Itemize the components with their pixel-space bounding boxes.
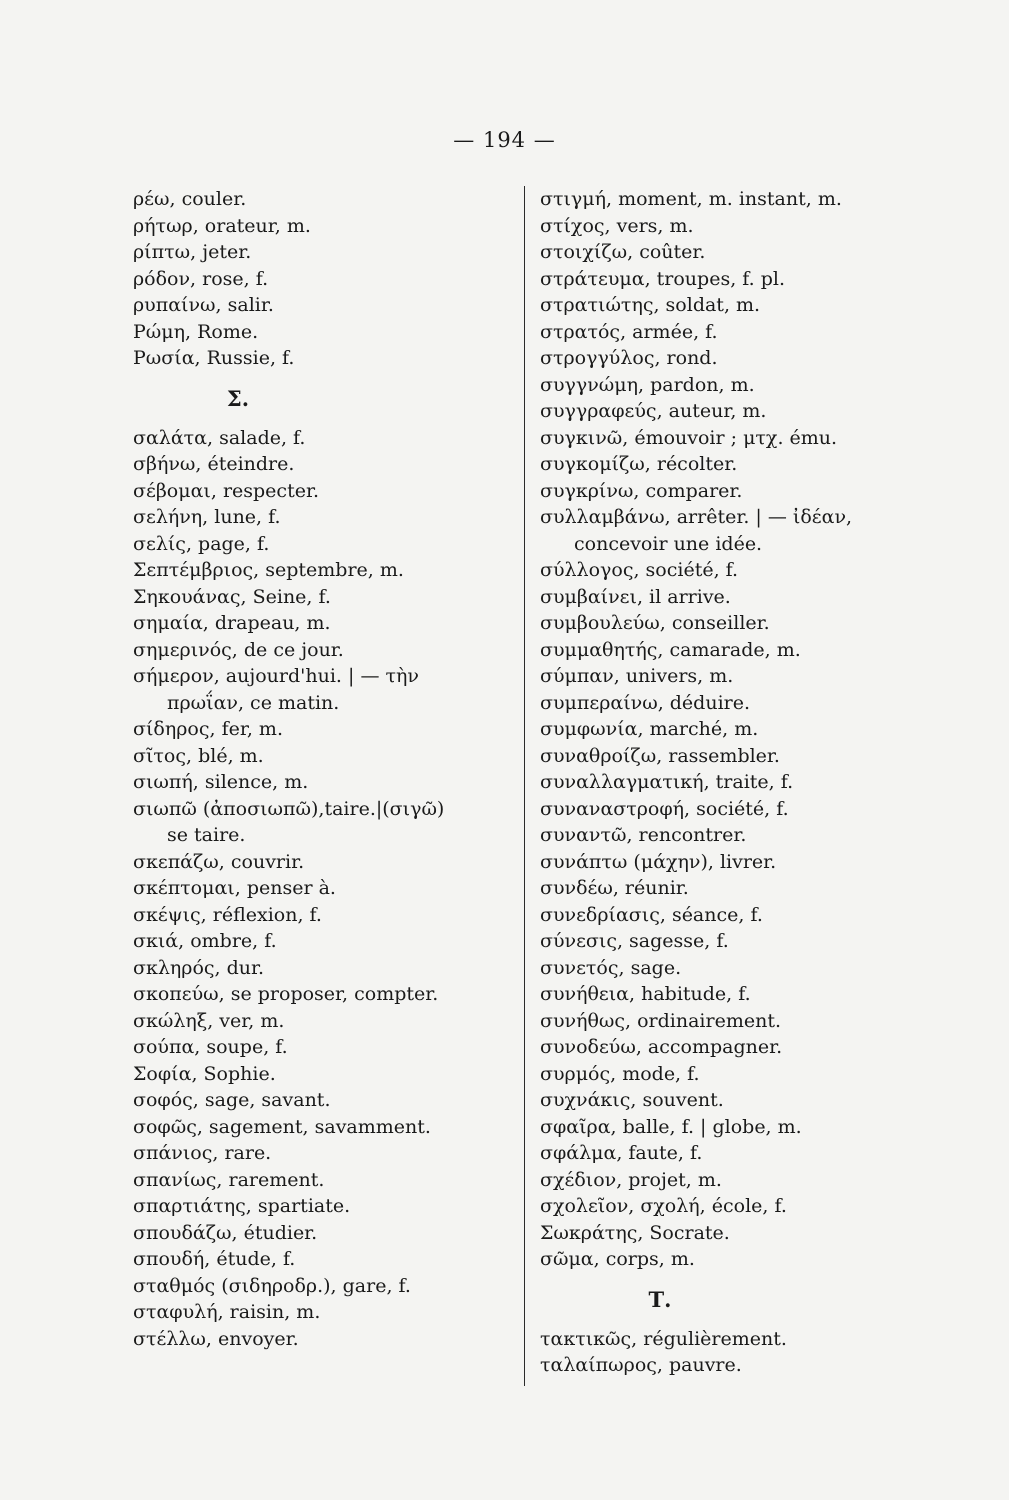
dictionary-entry: σίδηρος, fer, m. xyxy=(133,718,283,740)
dictionary-entry: συναλλαγματική, traite, f. xyxy=(540,771,794,793)
dictionary-entry: στιγμή, moment, m. instant, m. xyxy=(540,188,842,210)
dictionary-entry: σήμερον, aujourd'hui. | — τὴν xyxy=(133,665,419,687)
dictionary-entry: σύμπαν, univers, m. xyxy=(540,665,734,687)
entry-continuation: se taire. xyxy=(167,824,246,846)
dictionary-entry: Σηκουάνας, Seine, f. xyxy=(133,585,331,608)
dictionary-entry: σχέδιον, projet, m. xyxy=(540,1168,722,1191)
dictionary-entry: συγγραφεύς, auteur, m. xyxy=(540,400,767,422)
dictionary-entry: συλλαμβάνω, arrêter. | — ἰδέαν, xyxy=(540,506,853,528)
dictionary-entry: στράτευμα, troupes, f. pl. xyxy=(540,267,785,290)
dictionary-entry: συγκομίζω, récolter. xyxy=(540,453,738,475)
dictionary-entry: σπουδή, étude, f. xyxy=(133,1248,296,1270)
dictionary-entry: συνετός, sage. xyxy=(540,956,682,979)
dictionary-entry: στρατιώτης, soldat, m. xyxy=(540,294,761,316)
dictionary-entry: στέλλω, envoyer. xyxy=(133,1327,299,1350)
left-column xyxy=(133,186,513,1352)
entry-continuation: πρωΐαν, ce matin. xyxy=(167,691,340,714)
dictionary-entry: Σοφία, Sophie. xyxy=(133,1062,276,1085)
dictionary-entry: συναθροίζω, rassembler. xyxy=(540,744,780,767)
dictionary-entry: ρέω, couler. xyxy=(133,188,247,210)
dictionary-entry: συνοδεύω, accompagner. xyxy=(540,1036,783,1058)
section-heading: Τ. xyxy=(648,1286,672,1312)
dictionary-entry: σημαία, drapeau, m. xyxy=(133,612,331,634)
dictionary-entry: σοφῶς, sagement, savamment. xyxy=(133,1115,431,1138)
dictionary-entry: σπάνιος, rare. xyxy=(133,1142,272,1164)
dictionary-entry: σελίς, page, f. xyxy=(133,532,270,555)
dictionary-entry: σφάλμα, faute, f. xyxy=(540,1142,703,1164)
dictionary-entry: σημερινός, de ce jour. xyxy=(133,638,344,661)
dictionary-entry: σῖτος, blé, m. xyxy=(133,744,264,767)
dictionary-entry: συμβουλεύω, conseiller. xyxy=(540,612,770,634)
dictionary-entry: συγκινῶ, émouvoir ; μτχ. ému. xyxy=(540,426,838,449)
dictionary-entry: ταλαίπωρος, pauvre. xyxy=(540,1354,742,1376)
dictionary-entry: συγγνώμη, pardon, m. xyxy=(540,373,755,396)
dictionary-entry: συμφωνία, marché, m. xyxy=(540,718,759,740)
dictionary-entry: συναναστροφή, société, f. xyxy=(540,797,789,820)
dictionary-entry: συμμαθητής, camarade, m. xyxy=(540,638,801,661)
dictionary-entry: συχνάκις, souvent. xyxy=(540,1089,724,1111)
dictionary-entry: συνήθως, ordinairement. xyxy=(540,1009,782,1032)
entry-continuation: concevoir une idée. xyxy=(574,532,763,555)
dictionary-entry: σκέπτομαι, penser à. xyxy=(133,877,336,899)
dictionary-entry: στοιχίζω, coûter. xyxy=(540,241,706,263)
dictionary-entry: σῶμα, corps, m. xyxy=(540,1248,695,1270)
dictionary-entry: ρόδον, rose, f. xyxy=(133,267,269,290)
dictionary-entry: τακτικῶς, régulièrement. xyxy=(540,1327,787,1350)
dictionary-entry: συνεδρίασις, séance, f. xyxy=(540,903,763,926)
dictionary-entry: σκοπεύω, se proposer, compter. xyxy=(133,983,439,1005)
dictionary-entry: συμπεραίνω, déduire. xyxy=(540,691,751,714)
dictionary-entry: ρίπτω, jeter. xyxy=(133,241,252,263)
dictionary-entry: σύλλογος, société, f. xyxy=(540,559,739,581)
dictionary-entry: σύνεσις, sagesse, f. xyxy=(540,930,729,952)
section-heading: Σ. xyxy=(226,385,250,411)
dictionary-entry: σταφυλή, raisin, m. xyxy=(133,1301,321,1323)
dictionary-entry: σαλάτα, salade, f. xyxy=(133,426,306,449)
dictionary-entry: σκεπάζω, couvrir. xyxy=(133,850,305,873)
dictionary-entry: σέβομαι, respecter. xyxy=(133,479,319,502)
dictionary-entry: Σεπτέμβριος, septembre, m. xyxy=(133,559,404,581)
dictionary-entry: σχολεῖον, σχολή, école, f. xyxy=(540,1195,787,1217)
dictionary-entry: σταθμός (σιδηροδρ.), gare, f. xyxy=(133,1274,411,1297)
dictionary-entry: Ρωσία, Russie, f. xyxy=(133,347,295,369)
dictionary-entry: συρμός, mode, f. xyxy=(540,1062,700,1085)
dictionary-entry: σοφός, sage, savant. xyxy=(133,1089,331,1111)
dictionary-entry: ρήτωρ, orateur, m. xyxy=(133,214,311,237)
right-column xyxy=(540,186,960,1379)
dictionary-entry: σφαῖρα, balle, f. | globe, m. xyxy=(540,1115,802,1138)
dictionary-entry: συμβαίνει, il arrive. xyxy=(540,585,731,608)
dictionary-entry: στίχος, vers, m. xyxy=(540,214,694,237)
dictionary-entry: σκληρός, dur. xyxy=(133,956,265,979)
dictionary-entry: συναντῶ, rencontrer. xyxy=(540,824,747,846)
dictionary-entry: συγκρίνω, comparer. xyxy=(540,479,743,502)
dictionary-entry: σκώληξ, ver, m. xyxy=(133,1009,285,1032)
dictionary-entry: σπαρτιάτης, spartiate. xyxy=(133,1195,351,1217)
dictionary-entry: σούπα, soupe, f. xyxy=(133,1036,288,1058)
dictionary-entry: στρογγύλος, rond. xyxy=(540,347,718,369)
dictionary-entry: στρατός, armée, f. xyxy=(540,320,718,343)
dictionary-entry: σκέψις, réflexion, f. xyxy=(133,903,322,926)
dictionary-entry: ρυπαίνω, salir. xyxy=(133,294,274,316)
dictionary-entry: σπουδάζω, étudier. xyxy=(133,1221,318,1244)
dictionary-entry: σκιά, ombre, f. xyxy=(133,930,277,952)
dictionary-entry: σπανίως, rarement. xyxy=(133,1168,325,1191)
dictionary-entry: σιωπῶ (ἀποσιωπῶ),taire.|(σιγῶ) xyxy=(133,797,445,820)
dictionary-entry: συνήθεια, habitude, f. xyxy=(540,983,751,1005)
dictionary-entry: σιωπή, silence, m. xyxy=(133,771,309,793)
dictionary-entry: συνδέω, réunir. xyxy=(540,877,689,899)
dictionary-entry: σβήνω, éteindre. xyxy=(133,453,295,475)
page-number: — 194 — xyxy=(453,128,556,152)
dictionary-entry: Ρώμη, Rome. xyxy=(133,320,259,343)
dictionary-entry: Σωκράτης, Socrate. xyxy=(540,1221,730,1244)
dictionary-entry: σελήνη, lune, f. xyxy=(133,506,281,528)
dictionary-entry: συνάπτω (μάχην), livrer. xyxy=(540,850,777,873)
column-divider xyxy=(524,186,525,1386)
